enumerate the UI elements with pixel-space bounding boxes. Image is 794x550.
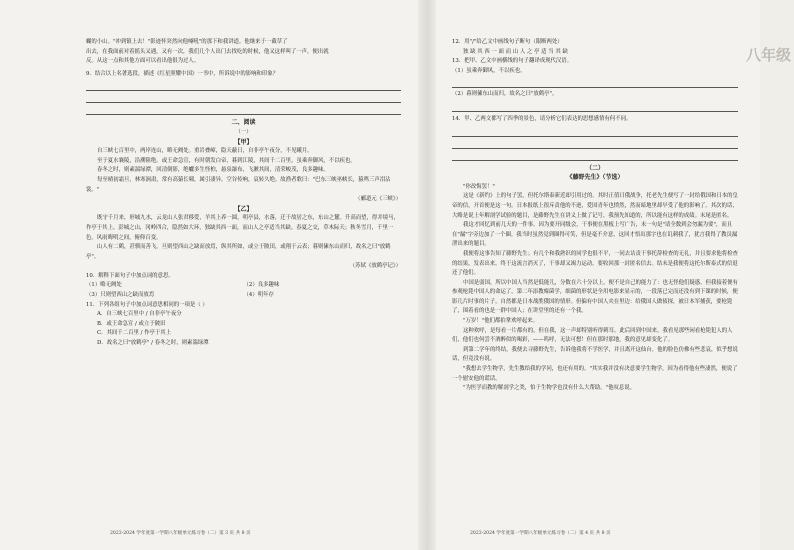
q10-item: （3）只则望西山之缺而放焉 (86, 292, 155, 299)
answer-line[interactable] (452, 151, 738, 161)
section-heading: 二、阅读 (231, 119, 256, 127)
passage-paragraph: 我这才回忆到前几天的一件事。因为要开同级会，干事便在黑板上写广告，末一句是"请全数到会勿漏为要"，而且在"漏"字旁边加了一个圈。我当时虽然觉到圈得可笑，但是毫不介意，这回才悟出那字也在讥刺我了，犹言我得了教员漏泄出来的题目。 (452, 222, 738, 248)
q12-sentence: 独 缺 其 西 一 面 而 山 人 之 亭 适 当 其 缺 (463, 48, 568, 55)
answer-line[interactable] (452, 127, 738, 137)
passage-paragraph: 既守千月来，形城九水，云龙山人张君移爱，羊其上养一圆，明亭县，水落，迁于故居之东，东山之麓。升高而望，得并境马，作亭于其上。彭城之山，冈岭四合，隐然如大环，独缺其西一面，而山人之亭适当其缺。春夏之交，草木际天；秋冬雪月，千里一色。风雨晦明之间，俯仰百变。 (86, 215, 399, 241)
left-footer: 2023-2024 学年度第一学期八年级单元练习卷（二）第 3 页 共 8 页 (110, 531, 251, 536)
passage-paragraph: 每至晴初霜旦，林寒涧肃，常有高猿长啸，属引凄异，空谷传响，哀转久绝。故渔者歌曰："巴东三峡巫峡长，猿鸣三声泪沾裳。" (86, 176, 391, 193)
q11-option: D．故名之曰"放鹤亭" / 春冬之时，则素湍绿潭 (97, 340, 209, 347)
answer-line[interactable] (452, 102, 738, 112)
subsection-label: （一） (235, 128, 252, 135)
answer-line[interactable] (86, 105, 401, 115)
passage-paragraph: 我便将这事告知了藤野先生；有几个和我熟识的同学也很不平，一同去诘责干事托辞检查的无礼，并且要求他将检查的结果，发表出来。终于这流言消灭了，干事却又竭力运动，要收回那一封匿名信去。结末是我便将这托尔斯泰式的信退还了他们。 (452, 250, 738, 277)
answer-line[interactable] (452, 139, 738, 149)
subsection-label: （二） (585, 164, 604, 172)
passage-paragraph: "万岁！"他们都拍掌欢呼起来。 (463, 318, 539, 325)
passage-paragraph: 春冬之时，则素湍绿潭，回清倒影，绝巘多生怪柏，悬泉瀑布，飞漱其间，清荣峻茂，良多趣味。 (97, 167, 329, 174)
passage-paragraph: 山人有二鹤，甚驯而善飞。旦则望西山之缺而放焉，纵其所如，或立于陂田，或翔于云表；暮则傃东山而归，故名之曰"放鹤亭"。 (86, 244, 391, 260)
top-line: 出去，在我面前对着摇头又遇，又有一次，我们几个人出门去找吃的时候，他又这样叫了一声，便出就 (86, 48, 329, 55)
answer-line[interactable] (452, 78, 738, 88)
passage-paragraph: 自三峡七百里中，两岸连山，略无阙处。重岩叠嶂，隐天蔽日，自非亭午夜分，不见曦月。 (97, 148, 313, 155)
right-footer: 2023-2024 学年度第一学期八年级单元练习卷（二）第 4 页 共 8 页 (470, 531, 611, 536)
question-9: 9．结合以上名著选段，描述《红星照耀中国》一书中，所诉说中的影响和印象？ (86, 70, 279, 77)
passage-paragraph: 这种欢呼，是每看一片都有的，但在我，这一声却特别听得刺耳。此后回到中国来，我看见那些闲看枪毙犯人的人们，他们也何尝不酒醉似的喝彩，——呜呼，无法可想！但在那时那地，我的意见却变化了。 (452, 327, 733, 344)
ghost-heading: 八年级 (746, 46, 792, 64)
q11-option: B．或王命急宣 / 或立于陂田 (97, 320, 166, 327)
q11-option: C．其间千二百里 / 作亭于其上 (97, 330, 172, 337)
passage-paragraph: 到第二学年的终结，我便去寻藤野先生，告诉他我将不学医学，并且离开这仙台。他的脸色仿佛有些悲哀，似乎想说话，但竟没有说。 (452, 346, 738, 363)
page-gutter (418, 0, 436, 550)
passage-jia-title: 【甲】 (234, 138, 253, 146)
top-line: 蝴的小山。"冲到镇上去！"影迹怀突然向他嗓吼"的那下和我讲道。他继来于一截草了 (86, 39, 288, 45)
question-10: 10．解释下面句子中加点词的意思。 (86, 272, 174, 279)
question-12: 12．用"/"给乙文中画线句子断句（限断两处） (452, 39, 563, 45)
passage-paragraph: 至于夏水襄陵，沿溯阻绝。或王命急宣，有时朝发白帝，暮到江陵，其间千二百里，虽乘奔御风，不以疾也。 (97, 157, 356, 164)
answer-line[interactable] (86, 81, 401, 91)
q11-option: A．自三峡七百里中 / 自非亭午夜分 (97, 311, 182, 318)
next-page-edge (760, 0, 794, 550)
passage-source: （郦道元《三峡》） (355, 196, 401, 203)
passage-source: （苏轼《放鹤亭记》） (349, 263, 401, 270)
passage-paragraph: 这是《新约》上的句子罢，但托尔斯泰新近却引用过的。其时正值日俄战争，托老先生便写了一封给俄国和日本的皇帝的信，开首便是这一句。日本报纸上很斥责他的不逊，爱国青年也愤然，然而暗地里却早受了他的影响了。其次的话，大略是说上年解剖学试验的题目，是藤野先生在讲义上做了记号，我预先知道的，所以能有这样的成绩。末尾是匿名。 (452, 193, 738, 219)
q10-item: （4）明年存 (243, 292, 274, 299)
question-13: 13．把甲、乙文中画横线的句子翻译成现代汉语。 (452, 58, 573, 65)
right-page (452, 38, 738, 544)
q10-row (86, 291, 401, 301)
q10-item: （2）良多趣味 (243, 282, 280, 289)
passage-paragraph: 中国是弱国，所以中国人当然是低能儿，分数在六十分以上，便不是自己的能力了：也无怪他们疑惑。但我接着便有参观枪毙中国人的命运了。第二年添教霉菌学，细菌的形状是全用电影来显示的，一段落已完而还没有到下课的时候，便影几片时事的片子，自然都是日本战胜俄国的情形。但偏有中国人夹在里边：给俄国人做侦探，被日本军捕获，要枪毙了，围着看的也是一群中国人；在讲堂里的还有一个我。 (452, 279, 738, 315)
q10-item: （1）略无阙处 (86, 282, 122, 289)
passage-paragraph: "为医学而教的解剖学之类，怕于生物学也没有什么大帮助。"他叹息说。 (463, 385, 636, 392)
passage-yi-title: 【乙】 (234, 205, 253, 213)
left-page (86, 38, 401, 544)
q13-item: （2）暮则傃东山而归，故名之曰"放鹤亭"。 (452, 91, 558, 98)
passage-paragraph: "我想去学生物学，先生教给我的学问，也还有用的。"其实我并没有决意要学生物学，因为看得他有些凄然，便说了一个慰安他的谎话。 (452, 366, 738, 382)
answer-line[interactable] (86, 93, 401, 103)
question-14: 14．甲、乙两文都写了四季的景色，请分析它们表达的思想感情有何不同。 (452, 115, 632, 122)
q13-item: （1）虽乘奔御风，不以疾也。 (452, 67, 526, 74)
passage-paragraph: "你改悔罢！" (463, 183, 495, 190)
q10-row (86, 281, 401, 291)
top-line: 反。从这一点和其他方面可以看出他很为过人。 (86, 58, 200, 65)
text-title: 《藤野先生》（节选） (566, 174, 624, 182)
question-11: 11．下列各组句子中加点词意思相同的一项是（ ） (86, 301, 208, 308)
